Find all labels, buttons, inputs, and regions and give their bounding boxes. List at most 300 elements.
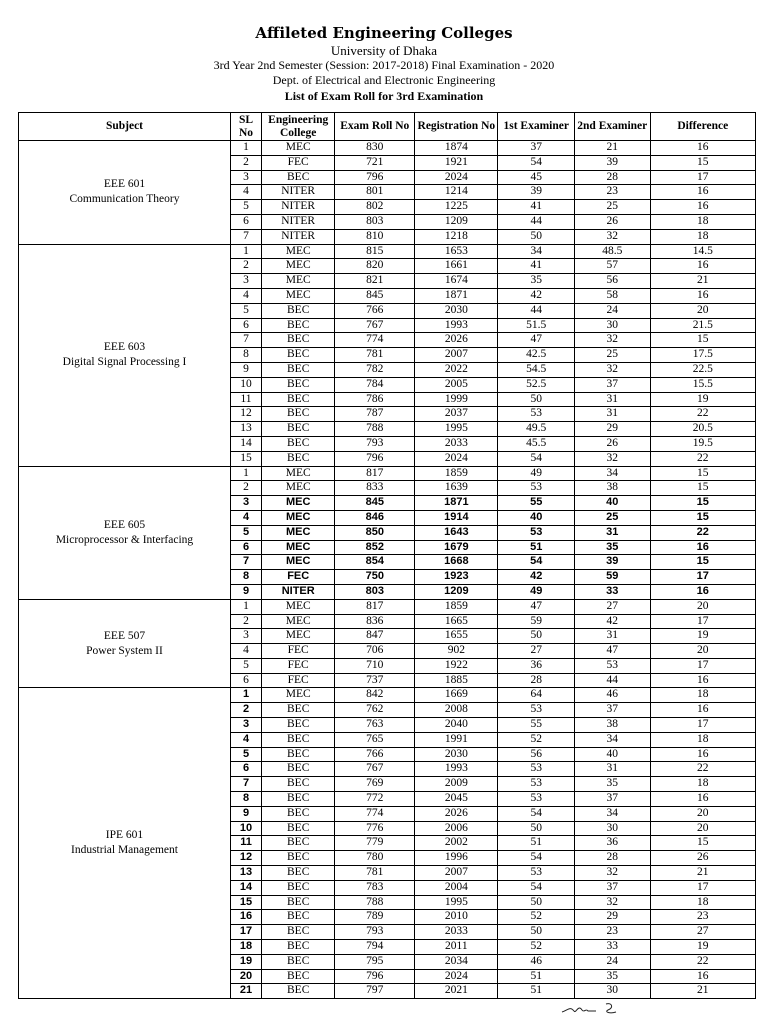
second-examiner-cell: 33 xyxy=(575,940,650,955)
university-name: University of Dhaka xyxy=(330,43,438,58)
exam-roll-no-cell: 767 xyxy=(335,762,415,777)
second-examiner-cell: 32 xyxy=(575,229,650,244)
difference-cell: 27 xyxy=(650,925,756,940)
second-examiner-cell: 26 xyxy=(575,436,650,451)
sl-no-cell: 4 xyxy=(230,644,261,659)
exam-roll-no-cell: 817 xyxy=(335,466,415,481)
engineering-college-cell: BEC xyxy=(262,777,335,792)
second-examiner-cell: 32 xyxy=(575,451,650,466)
registration-no-cell: 2007 xyxy=(415,348,498,363)
exam-roll-no-cell: 845 xyxy=(335,496,415,511)
first-examiner-cell: 53 xyxy=(498,762,575,777)
difference-cell: 17 xyxy=(650,570,756,585)
table-row xyxy=(19,688,756,703)
first-examiner-cell: 45.5 xyxy=(498,436,575,451)
first-examiner-cell: 50 xyxy=(498,821,575,836)
subject-code: IPE 601 xyxy=(105,829,144,842)
engineering-college-cell: BEC xyxy=(262,821,335,836)
second-examiner-cell: 29 xyxy=(575,910,650,925)
registration-no-cell: 1999 xyxy=(415,392,498,407)
first-examiner-cell: 54 xyxy=(498,555,575,570)
sl-no-cell: 15 xyxy=(230,451,261,466)
exam-roll-no-cell: 793 xyxy=(335,925,415,940)
sl-no-cell: 19 xyxy=(230,954,261,969)
table-row xyxy=(19,244,756,259)
exam-roll-no-cell: 766 xyxy=(335,747,415,762)
first-examiner-cell: 50 xyxy=(498,229,575,244)
exam-roll-no-cell: 821 xyxy=(335,274,415,289)
second-examiner-cell: 44 xyxy=(575,673,650,688)
second-examiner-cell: 53 xyxy=(575,658,650,673)
second-examiner-cell: 24 xyxy=(575,303,650,318)
difference-cell: 15 xyxy=(650,510,756,525)
registration-no-cell: 2026 xyxy=(415,806,498,821)
registration-no-cell: 1923 xyxy=(415,570,498,585)
second-examiner-cell: 48.5 xyxy=(575,244,650,259)
registration-no-cell: 1993 xyxy=(415,318,498,333)
engineering-college-cell: BEC xyxy=(262,392,335,407)
exam-roll-no-cell: 772 xyxy=(335,792,415,807)
second-examiner-cell: 31 xyxy=(575,629,650,644)
registration-no-cell: 1668 xyxy=(415,555,498,570)
sl-no-cell: 1 xyxy=(230,466,261,481)
registration-no-cell: 2007 xyxy=(415,866,498,881)
difference-cell: 14.5 xyxy=(650,244,756,259)
engineering-college-cell: BEC xyxy=(262,422,335,437)
col-sl-no: SL No xyxy=(230,113,261,141)
second-examiner-cell: 34 xyxy=(575,732,650,747)
first-examiner-cell: 54 xyxy=(498,451,575,466)
difference-cell: 21.5 xyxy=(650,318,756,333)
first-examiner-cell: 47 xyxy=(498,599,575,614)
first-examiner-cell: 49 xyxy=(498,466,575,481)
difference-cell: 22.5 xyxy=(650,362,756,377)
registration-no-cell: 2024 xyxy=(415,170,498,185)
exam-roll-no-cell: 796 xyxy=(335,969,415,984)
second-examiner-cell: 37 xyxy=(575,377,650,392)
exam-roll-no-cell: 801 xyxy=(335,185,415,200)
engineering-college-cell: BEC xyxy=(262,377,335,392)
table-body xyxy=(19,141,756,999)
sl-no-cell: 12 xyxy=(230,407,261,422)
col-exam-roll-no: Exam Roll No xyxy=(335,113,415,141)
sl-no-cell: 5 xyxy=(230,303,261,318)
engineering-college-cell: BEC xyxy=(262,747,335,762)
exam-roll-no-cell: 842 xyxy=(335,688,415,703)
engineering-college-cell: MEC xyxy=(262,244,335,259)
registration-no-cell: 1218 xyxy=(415,229,498,244)
difference-cell: 16 xyxy=(650,703,756,718)
first-examiner-cell: 56 xyxy=(498,747,575,762)
col-subject: Subject xyxy=(19,113,231,141)
registration-no-cell: 1871 xyxy=(415,288,498,303)
second-examiner-cell: 32 xyxy=(575,895,650,910)
registration-no-cell: 2021 xyxy=(415,984,498,999)
list-title: List of Exam Roll for 3rd Examination xyxy=(284,89,484,103)
engineering-college-cell: MEC xyxy=(262,599,335,614)
engineering-college-cell: BEC xyxy=(262,984,335,999)
subject-cell xyxy=(19,141,231,245)
exam-roll-no-cell: 767 xyxy=(335,318,415,333)
difference-cell: 15 xyxy=(650,155,756,170)
second-examiner-cell: 23 xyxy=(575,185,650,200)
exam-roll-no-cell: 847 xyxy=(335,629,415,644)
difference-cell: 16 xyxy=(650,259,756,274)
first-examiner-cell: 55 xyxy=(498,718,575,733)
sl-no-cell: 14 xyxy=(230,436,261,451)
difference-cell: 22 xyxy=(650,525,756,540)
sl-no-cell: 3 xyxy=(230,274,261,289)
sl-no-cell: 2 xyxy=(230,481,261,496)
exam-roll-no-cell: 794 xyxy=(335,940,415,955)
second-examiner-cell: 40 xyxy=(575,496,650,511)
exam-roll-no-cell: 796 xyxy=(335,451,415,466)
registration-no-cell: 2037 xyxy=(415,407,498,422)
first-examiner-cell: 50 xyxy=(498,895,575,910)
difference-cell: 16 xyxy=(650,288,756,303)
second-examiner-cell: 30 xyxy=(575,984,650,999)
sl-no-cell: 10 xyxy=(230,821,261,836)
sl-no-cell: 10 xyxy=(230,377,261,392)
exam-roll-no-cell: 776 xyxy=(335,821,415,836)
difference-cell: 21 xyxy=(650,274,756,289)
col-1st-examiner: 1st Examiner xyxy=(498,113,575,141)
exam-roll-no-cell: 846 xyxy=(335,510,415,525)
second-examiner-cell: 46 xyxy=(575,688,650,703)
sl-no-cell: 14 xyxy=(230,880,261,895)
second-examiner-cell: 26 xyxy=(575,214,650,229)
subject-name: Digital Signal Processing I xyxy=(62,356,187,369)
difference-cell: 19.5 xyxy=(650,436,756,451)
col-registration-no: Registration No xyxy=(415,113,498,141)
subject-cell xyxy=(19,466,231,599)
second-examiner-cell: 27 xyxy=(575,599,650,614)
difference-cell: 20 xyxy=(650,303,756,318)
exam-roll-no-cell: 750 xyxy=(335,570,415,585)
registration-no-cell: 2022 xyxy=(415,362,498,377)
first-examiner-cell: 34 xyxy=(498,244,575,259)
engineering-college-cell: MEC xyxy=(262,259,335,274)
registration-no-cell: 1679 xyxy=(415,540,498,555)
first-examiner-cell: 44 xyxy=(498,303,575,318)
sl-no-cell: 9 xyxy=(230,362,261,377)
engineering-college-cell: MEC xyxy=(262,466,335,481)
sl-no-cell: 7 xyxy=(230,333,261,348)
sl-no-cell: 9 xyxy=(230,806,261,821)
engineering-college-cell: FEC xyxy=(262,658,335,673)
engineering-college-cell: BEC xyxy=(262,925,335,940)
sl-no-cell: 16 xyxy=(230,910,261,925)
engineering-college-cell: FEC xyxy=(262,673,335,688)
engineering-college-cell: MEC xyxy=(262,688,335,703)
second-examiner-cell: 31 xyxy=(575,392,650,407)
registration-no-cell: 1993 xyxy=(415,762,498,777)
table-row xyxy=(19,466,756,481)
registration-no-cell: 2004 xyxy=(415,880,498,895)
engineering-college-cell: FEC xyxy=(262,155,335,170)
first-examiner-cell: 39 xyxy=(498,185,575,200)
engineering-college-cell: BEC xyxy=(262,303,335,318)
registration-no-cell: 2040 xyxy=(415,718,498,733)
sl-no-cell: 20 xyxy=(230,969,261,984)
second-examiner-cell: 28 xyxy=(575,170,650,185)
first-examiner-cell: 54 xyxy=(498,155,575,170)
registration-no-cell: 2024 xyxy=(415,969,498,984)
exam-roll-no-cell: 810 xyxy=(335,229,415,244)
difference-cell: 21 xyxy=(650,984,756,999)
exam-session: 3rd Year 2nd Semester (Session: 2017-2018) Final Examination - 2020 xyxy=(213,58,555,72)
second-examiner-cell: 31 xyxy=(575,762,650,777)
first-examiner-cell: 51 xyxy=(498,984,575,999)
exam-roll-no-cell: 836 xyxy=(335,614,415,629)
subject-name: Power System II xyxy=(86,644,163,657)
sl-no-cell: 8 xyxy=(230,792,261,807)
sl-no-cell: 4 xyxy=(230,185,261,200)
difference-cell: 15 xyxy=(650,496,756,511)
registration-no-cell: 902 xyxy=(415,644,498,659)
difference-cell: 19 xyxy=(650,392,756,407)
engineering-college-cell: NITER xyxy=(262,229,335,244)
registration-no-cell: 2011 xyxy=(415,940,498,955)
sl-no-cell: 6 xyxy=(230,540,261,555)
exam-roll-no-cell: 815 xyxy=(335,244,415,259)
second-examiner-cell: 25 xyxy=(575,510,650,525)
difference-cell: 16 xyxy=(650,141,756,156)
difference-cell: 22 xyxy=(650,407,756,422)
first-examiner-cell: 42 xyxy=(498,288,575,303)
sl-no-cell: 11 xyxy=(230,392,261,407)
registration-no-cell: 1874 xyxy=(415,141,498,156)
registration-no-cell: 2030 xyxy=(415,747,498,762)
exam-roll-no-cell: 854 xyxy=(335,555,415,570)
sl-no-cell: 7 xyxy=(230,229,261,244)
engineering-college-cell: MEC xyxy=(262,510,335,525)
first-examiner-cell: 54 xyxy=(498,880,575,895)
exam-roll-no-cell: 788 xyxy=(335,422,415,437)
exam-roll-no-cell: 793 xyxy=(335,436,415,451)
table-row xyxy=(19,141,756,156)
first-examiner-cell: 51.5 xyxy=(498,318,575,333)
second-examiner-cell: 32 xyxy=(575,866,650,881)
engineering-college-cell: NITER xyxy=(262,200,335,215)
second-examiner-cell: 34 xyxy=(575,806,650,821)
registration-no-cell: 1225 xyxy=(415,200,498,215)
engineering-college-cell: BEC xyxy=(262,436,335,451)
engineering-college-cell: BEC xyxy=(262,836,335,851)
second-examiner-cell: 56 xyxy=(575,274,650,289)
exam-roll-no-cell: 781 xyxy=(335,866,415,881)
first-examiner-cell: 40 xyxy=(498,510,575,525)
exam-roll-no-cell: 820 xyxy=(335,259,415,274)
difference-cell: 17 xyxy=(650,170,756,185)
sl-no-cell: 6 xyxy=(230,318,261,333)
difference-cell: 20 xyxy=(650,599,756,614)
sl-no-cell: 2 xyxy=(230,259,261,274)
exam-roll-no-cell: 766 xyxy=(335,303,415,318)
registration-no-cell: 1214 xyxy=(415,185,498,200)
registration-no-cell: 2010 xyxy=(415,910,498,925)
sl-no-cell: 3 xyxy=(230,170,261,185)
difference-cell: 15 xyxy=(650,481,756,496)
registration-no-cell: 2005 xyxy=(415,377,498,392)
department-name: Dept. of Electrical and Electronic Engineering xyxy=(272,73,496,87)
difference-cell: 17 xyxy=(650,658,756,673)
exam-roll-no-cell: 710 xyxy=(335,658,415,673)
second-examiner-cell: 25 xyxy=(575,348,650,363)
subject-code: EEE 605 xyxy=(103,518,146,531)
difference-cell: 15 xyxy=(650,333,756,348)
registration-no-cell: 1859 xyxy=(415,599,498,614)
engineering-college-cell: MEC xyxy=(262,555,335,570)
first-examiner-cell: 51 xyxy=(498,969,575,984)
difference-cell: 20 xyxy=(650,821,756,836)
exam-roll-no-cell: 782 xyxy=(335,362,415,377)
second-examiner-cell: 38 xyxy=(575,481,650,496)
exam-roll-no-cell: 774 xyxy=(335,333,415,348)
first-examiner-cell: 53 xyxy=(498,777,575,792)
first-examiner-cell: 28 xyxy=(498,673,575,688)
difference-cell: 15.5 xyxy=(650,377,756,392)
first-examiner-cell: 50 xyxy=(498,925,575,940)
exam-roll-no-cell: 803 xyxy=(335,584,415,599)
sl-no-cell: 8 xyxy=(230,348,261,363)
engineering-college-cell: BEC xyxy=(262,969,335,984)
difference-cell: 16 xyxy=(650,673,756,688)
second-examiner-cell: 36 xyxy=(575,836,650,851)
exam-roll-no-cell: 817 xyxy=(335,599,415,614)
second-examiner-cell: 35 xyxy=(575,540,650,555)
engineering-college-cell: BEC xyxy=(262,792,335,807)
registration-no-cell: 1669 xyxy=(415,688,498,703)
sl-no-cell: 3 xyxy=(230,629,261,644)
difference-cell: 19 xyxy=(650,940,756,955)
exam-roll-no-cell: 784 xyxy=(335,377,415,392)
first-examiner-cell: 53 xyxy=(498,866,575,881)
sl-no-cell: 11 xyxy=(230,836,261,851)
col-2nd-examiner: 2nd Examiner xyxy=(575,113,650,141)
exam-roll-no-cell: 850 xyxy=(335,525,415,540)
exam-roll-no-cell: 833 xyxy=(335,481,415,496)
sl-no-cell: 13 xyxy=(230,866,261,881)
first-examiner-cell: 64 xyxy=(498,688,575,703)
registration-no-cell: 2033 xyxy=(415,925,498,940)
subject-name: Industrial Management xyxy=(71,844,178,857)
exam-roll-no-cell: 737 xyxy=(335,673,415,688)
subject-cell xyxy=(19,244,231,466)
second-examiner-cell: 33 xyxy=(575,584,650,599)
sl-no-cell: 5 xyxy=(230,658,261,673)
first-examiner-cell: 52.5 xyxy=(498,377,575,392)
sl-no-cell: 4 xyxy=(230,288,261,303)
engineering-college-cell: MEC xyxy=(262,496,335,511)
first-examiner-cell: 45 xyxy=(498,170,575,185)
difference-cell: 16 xyxy=(650,185,756,200)
exam-roll-no-cell: 765 xyxy=(335,732,415,747)
second-examiner-cell: 32 xyxy=(575,362,650,377)
engineering-college-cell: MEC xyxy=(262,141,335,156)
first-examiner-cell: 41 xyxy=(498,259,575,274)
engineering-college-cell: BEC xyxy=(262,880,335,895)
registration-no-cell: 1209 xyxy=(415,584,498,599)
registration-no-cell: 1859 xyxy=(415,466,498,481)
engineering-college-cell: BEC xyxy=(262,895,335,910)
sl-no-cell: 2 xyxy=(230,155,261,170)
sl-no-cell: 12 xyxy=(230,851,261,866)
exam-roll-no-cell: 762 xyxy=(335,703,415,718)
second-examiner-cell: 24 xyxy=(575,954,650,969)
exam-roll-no-cell: 786 xyxy=(335,392,415,407)
engineering-college-cell: MEC xyxy=(262,274,335,289)
first-examiner-cell: 41 xyxy=(498,200,575,215)
exam-roll-no-cell: 795 xyxy=(335,954,415,969)
registration-no-cell: 1995 xyxy=(415,895,498,910)
registration-no-cell: 2033 xyxy=(415,436,498,451)
engineering-college-cell: MEC xyxy=(262,629,335,644)
difference-cell: 20 xyxy=(650,806,756,821)
registration-no-cell: 2008 xyxy=(415,703,498,718)
exam-roll-no-cell: 781 xyxy=(335,348,415,363)
second-examiner-cell: 58 xyxy=(575,288,650,303)
difference-cell: 15 xyxy=(650,836,756,851)
second-examiner-cell: 30 xyxy=(575,821,650,836)
difference-cell: 16 xyxy=(650,584,756,599)
engineering-college-cell: BEC xyxy=(262,910,335,925)
second-examiner-cell: 32 xyxy=(575,333,650,348)
difference-cell: 17 xyxy=(650,614,756,629)
exam-roll-no-cell: 763 xyxy=(335,718,415,733)
second-examiner-cell: 31 xyxy=(575,525,650,540)
registration-no-cell: 1995 xyxy=(415,422,498,437)
sl-no-cell: 3 xyxy=(230,718,261,733)
engineering-college-cell: MEC xyxy=(262,481,335,496)
registration-no-cell: 2026 xyxy=(415,333,498,348)
subject-code: EEE 601 xyxy=(103,178,146,191)
second-examiner-cell: 39 xyxy=(575,155,650,170)
first-examiner-cell: 49.5 xyxy=(498,422,575,437)
sl-no-cell: 4 xyxy=(230,732,261,747)
registration-no-cell: 1674 xyxy=(415,274,498,289)
engineering-college-cell: MEC xyxy=(262,614,335,629)
engineering-college-cell: BEC xyxy=(262,333,335,348)
first-examiner-cell: 47 xyxy=(498,333,575,348)
sl-no-cell: 6 xyxy=(230,214,261,229)
sl-no-cell: 1 xyxy=(230,244,261,259)
difference-cell: 23 xyxy=(650,910,756,925)
first-examiner-cell: 53 xyxy=(498,407,575,422)
second-examiner-cell: 37 xyxy=(575,880,650,895)
first-examiner-cell: 46 xyxy=(498,954,575,969)
first-examiner-cell: 51 xyxy=(498,836,575,851)
sl-no-cell: 5 xyxy=(230,200,261,215)
difference-cell: 16 xyxy=(650,200,756,215)
registration-no-cell: 1914 xyxy=(415,510,498,525)
second-examiner-cell: 30 xyxy=(575,318,650,333)
first-examiner-cell: 51 xyxy=(498,540,575,555)
first-examiner-cell: 52 xyxy=(498,732,575,747)
difference-cell: 16 xyxy=(650,540,756,555)
exam-roll-no-cell: 852 xyxy=(335,540,415,555)
engineering-college-cell: BEC xyxy=(262,703,335,718)
second-examiner-cell: 35 xyxy=(575,777,650,792)
difference-cell: 17.5 xyxy=(650,348,756,363)
exam-roll-no-cell: 788 xyxy=(335,895,415,910)
difference-cell: 18 xyxy=(650,688,756,703)
exam-roll-no-cell: 789 xyxy=(335,910,415,925)
second-examiner-cell: 35 xyxy=(575,969,650,984)
first-examiner-cell: 55 xyxy=(498,496,575,511)
registration-no-cell: 2002 xyxy=(415,836,498,851)
second-examiner-cell: 42 xyxy=(575,614,650,629)
